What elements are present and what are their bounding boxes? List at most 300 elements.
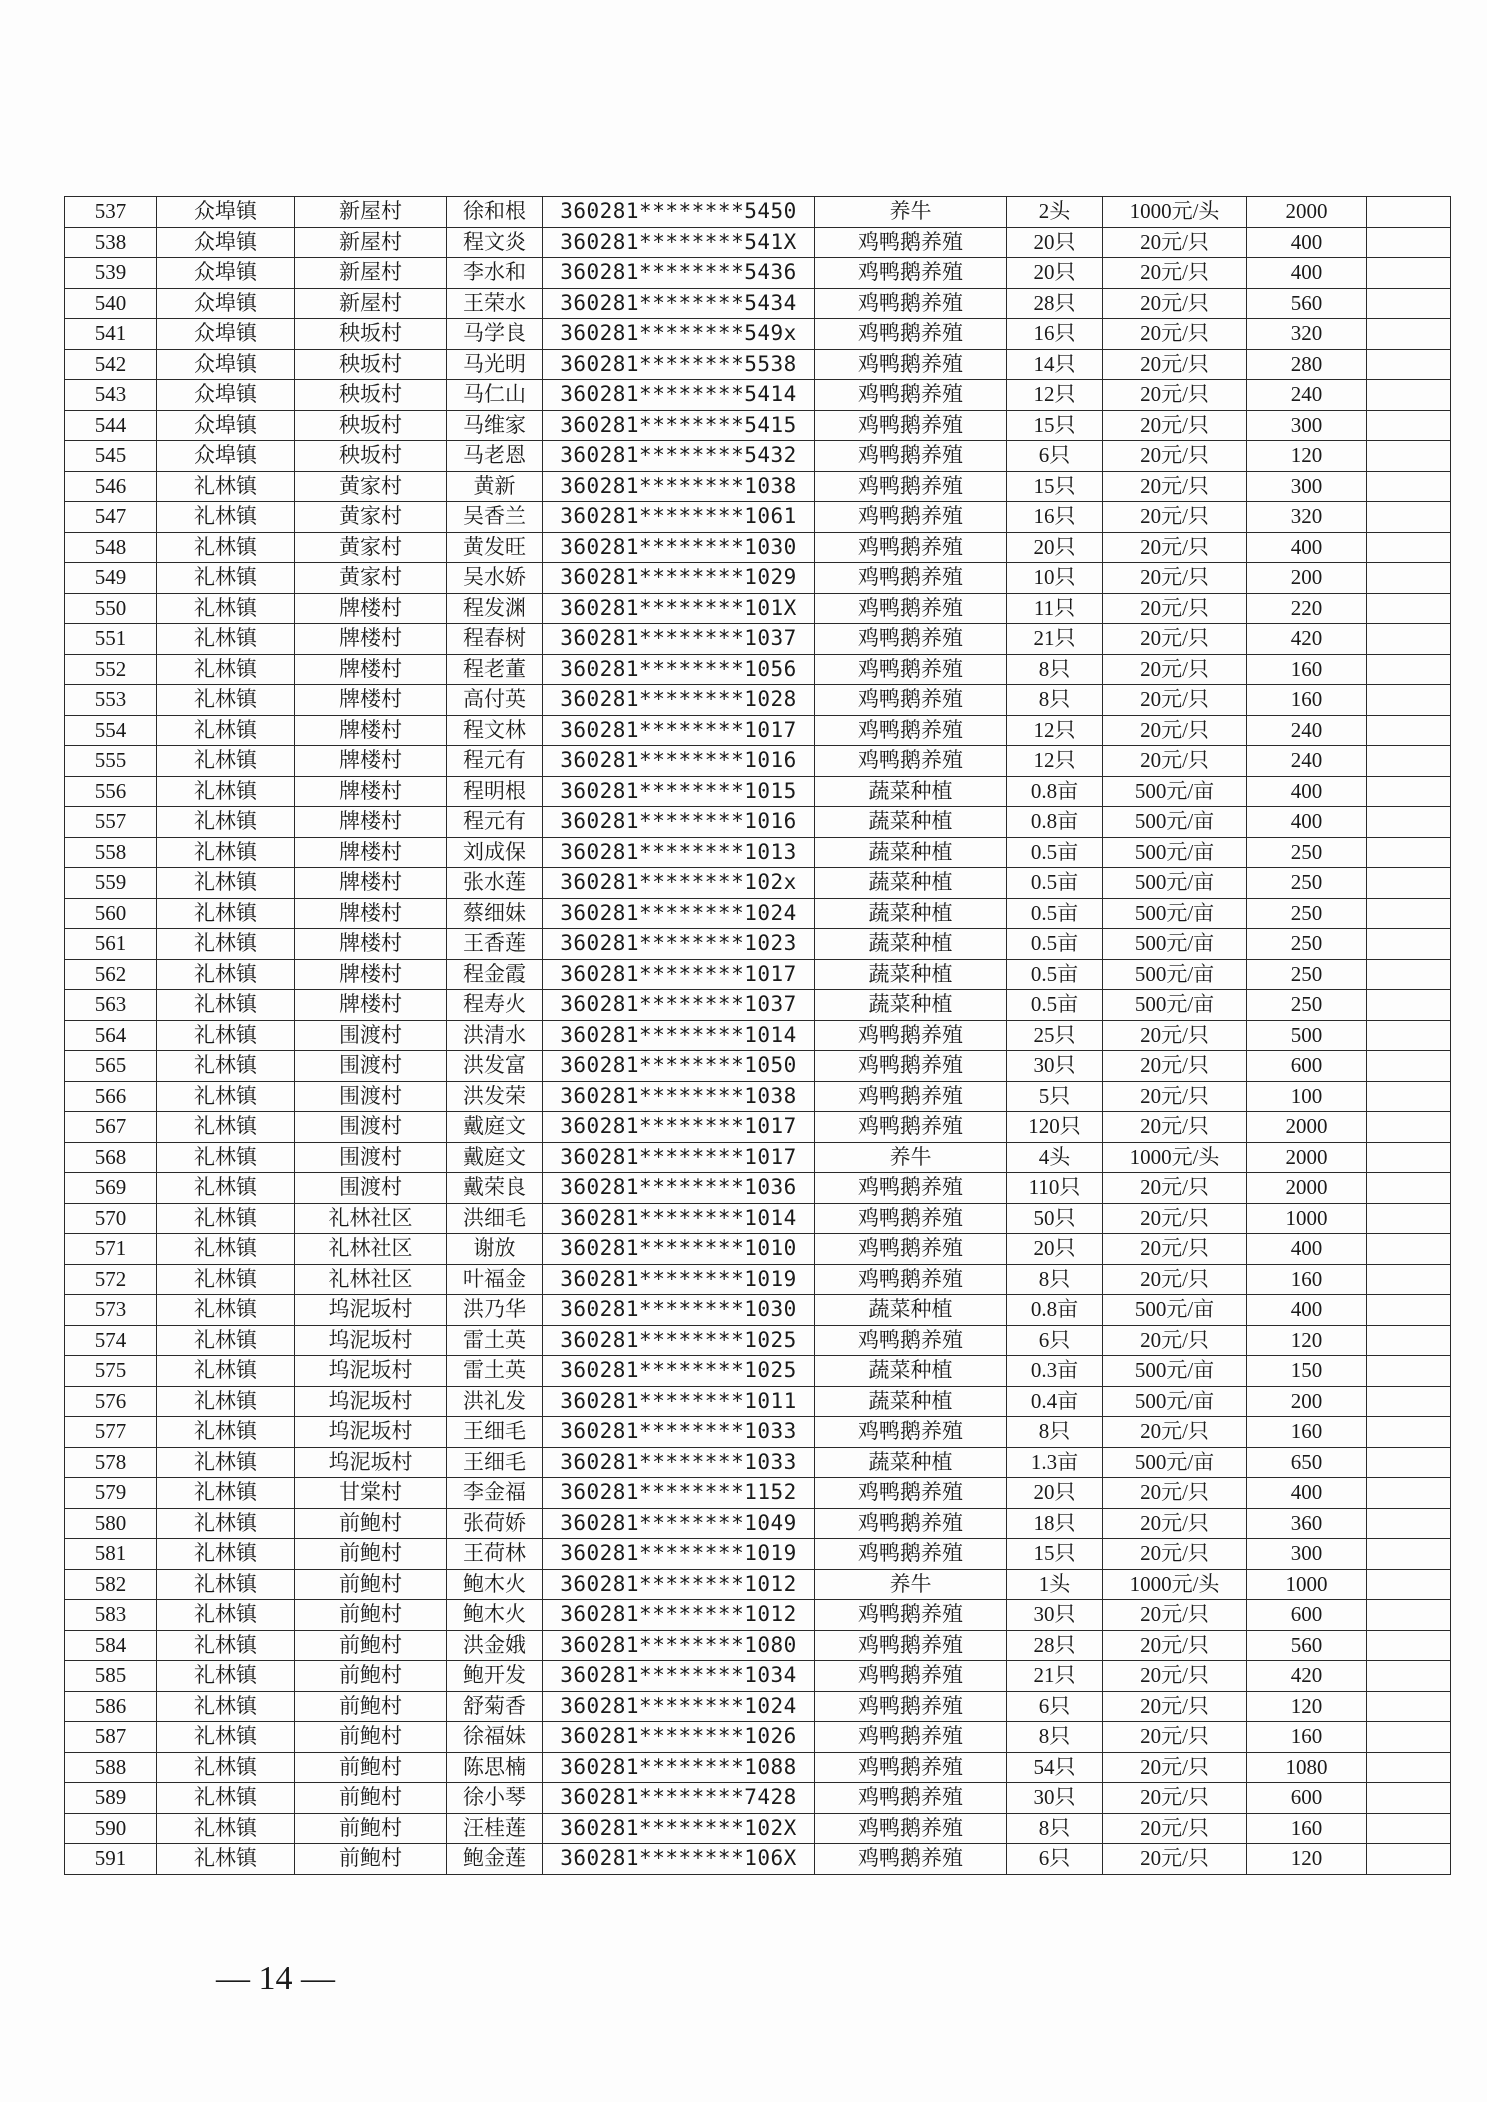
town-cell: 礼林镇 xyxy=(157,898,295,929)
village-cell: 牌楼村 xyxy=(295,746,447,777)
town-cell: 礼林镇 xyxy=(157,1478,295,1509)
id-number-cell: 360281********549x xyxy=(543,319,815,350)
table-row xyxy=(65,990,1451,1021)
remark-cell xyxy=(1367,746,1451,777)
village-cell: 秧坂村 xyxy=(295,441,447,472)
amount-cell: 300 xyxy=(1247,1539,1367,1570)
name-cell: 徐小琴 xyxy=(447,1783,543,1814)
table-row xyxy=(65,1600,1451,1631)
id-number-cell: 360281********1030 xyxy=(543,1295,815,1326)
amount-cell: 240 xyxy=(1247,715,1367,746)
quantity-cell: 30只 xyxy=(1007,1783,1103,1814)
quantity-cell: 20只 xyxy=(1007,227,1103,258)
remark-cell xyxy=(1367,1813,1451,1844)
amount-cell: 100 xyxy=(1247,1081,1367,1112)
id-number-cell: 360281********1024 xyxy=(543,1691,815,1722)
project-cell: 蔬菜种植 xyxy=(815,959,1007,990)
id-number-cell: 360281********5414 xyxy=(543,380,815,411)
project-cell: 鸡鸭鹅养殖 xyxy=(815,1264,1007,1295)
row-number: 561 xyxy=(65,929,157,960)
name-cell: 高付英 xyxy=(447,685,543,716)
table-row xyxy=(65,319,1451,350)
amount-cell: 400 xyxy=(1247,776,1367,807)
town-cell: 礼林镇 xyxy=(157,1600,295,1631)
town-cell: 礼林镇 xyxy=(157,532,295,563)
quantity-cell: 8只 xyxy=(1007,1264,1103,1295)
row-number: 585 xyxy=(65,1661,157,1692)
standard-cell: 20元/只 xyxy=(1103,1234,1247,1265)
remark-cell xyxy=(1367,1844,1451,1875)
id-number-cell: 360281********1050 xyxy=(543,1051,815,1082)
table-row xyxy=(65,1051,1451,1082)
quantity-cell: 0.5亩 xyxy=(1007,959,1103,990)
row-number: 575 xyxy=(65,1356,157,1387)
quantity-cell: 5只 xyxy=(1007,1081,1103,1112)
name-cell: 舒菊香 xyxy=(447,1691,543,1722)
table-row xyxy=(65,1264,1451,1295)
quantity-cell: 110只 xyxy=(1007,1173,1103,1204)
village-cell: 礼林社区 xyxy=(295,1264,447,1295)
project-cell: 鸡鸭鹅养殖 xyxy=(815,349,1007,380)
id-number-cell: 360281********1036 xyxy=(543,1173,815,1204)
quantity-cell: 18只 xyxy=(1007,1508,1103,1539)
row-number: 558 xyxy=(65,837,157,868)
id-number-cell: 360281********1017 xyxy=(543,1112,815,1143)
remark-cell xyxy=(1367,380,1451,411)
standard-cell: 20元/只 xyxy=(1103,685,1247,716)
standard-cell: 1000元/头 xyxy=(1103,197,1247,228)
village-cell: 前鲍村 xyxy=(295,1600,447,1631)
name-cell: 程文炎 xyxy=(447,227,543,258)
standard-cell: 20元/只 xyxy=(1103,563,1247,594)
table-row xyxy=(65,532,1451,563)
remark-cell xyxy=(1367,1264,1451,1295)
amount-cell: 240 xyxy=(1247,746,1367,777)
project-cell: 养牛 xyxy=(815,1142,1007,1173)
table-row xyxy=(65,898,1451,929)
name-cell: 洪发荣 xyxy=(447,1081,543,1112)
standard-cell: 20元/只 xyxy=(1103,1173,1247,1204)
amount-cell: 200 xyxy=(1247,1386,1367,1417)
amount-cell: 400 xyxy=(1247,807,1367,838)
table-row xyxy=(65,349,1451,380)
town-cell: 礼林镇 xyxy=(157,1722,295,1753)
project-cell: 鸡鸭鹅养殖 xyxy=(815,502,1007,533)
standard-cell: 20元/只 xyxy=(1103,410,1247,441)
name-cell: 刘成保 xyxy=(447,837,543,868)
town-cell: 众埠镇 xyxy=(157,197,295,228)
name-cell: 程明根 xyxy=(447,776,543,807)
standard-cell: 20元/只 xyxy=(1103,227,1247,258)
village-cell: 黄家村 xyxy=(295,502,447,533)
village-cell: 礼林社区 xyxy=(295,1203,447,1234)
amount-cell: 160 xyxy=(1247,654,1367,685)
amount-cell: 320 xyxy=(1247,502,1367,533)
town-cell: 礼林镇 xyxy=(157,776,295,807)
roster-body xyxy=(65,197,1451,1875)
quantity-cell: 8只 xyxy=(1007,1722,1103,1753)
remark-cell xyxy=(1367,1508,1451,1539)
quantity-cell: 11只 xyxy=(1007,593,1103,624)
project-cell: 蔬菜种植 xyxy=(815,1386,1007,1417)
id-number-cell: 360281********1016 xyxy=(543,746,815,777)
village-cell: 围渡村 xyxy=(295,1112,447,1143)
quantity-cell: 0.3亩 xyxy=(1007,1356,1103,1387)
name-cell: 程春树 xyxy=(447,624,543,655)
quantity-cell: 20只 xyxy=(1007,258,1103,289)
quantity-cell: 0.5亩 xyxy=(1007,868,1103,899)
town-cell: 礼林镇 xyxy=(157,1173,295,1204)
village-cell: 前鲍村 xyxy=(295,1844,447,1875)
row-number: 570 xyxy=(65,1203,157,1234)
id-number-cell: 360281********106X xyxy=(543,1844,815,1875)
row-number: 580 xyxy=(65,1508,157,1539)
town-cell: 礼林镇 xyxy=(157,1844,295,1875)
quantity-cell: 0.5亩 xyxy=(1007,990,1103,1021)
row-number: 553 xyxy=(65,685,157,716)
remark-cell xyxy=(1367,1539,1451,1570)
remark-cell xyxy=(1367,807,1451,838)
quantity-cell: 0.8亩 xyxy=(1007,1295,1103,1326)
id-number-cell: 360281********1061 xyxy=(543,502,815,533)
table-row xyxy=(65,1081,1451,1112)
name-cell: 王香莲 xyxy=(447,929,543,960)
amount-cell: 560 xyxy=(1247,288,1367,319)
quantity-cell: 20只 xyxy=(1007,532,1103,563)
quantity-cell: 6只 xyxy=(1007,441,1103,472)
remark-cell xyxy=(1367,1661,1451,1692)
standard-cell: 20元/只 xyxy=(1103,1539,1247,1570)
name-cell: 蔡细妹 xyxy=(447,898,543,929)
id-number-cell: 360281********1016 xyxy=(543,807,815,838)
village-cell: 牌楼村 xyxy=(295,990,447,1021)
id-number-cell: 360281********5538 xyxy=(543,349,815,380)
standard-cell: 20元/只 xyxy=(1103,502,1247,533)
standard-cell: 20元/只 xyxy=(1103,654,1247,685)
row-number: 567 xyxy=(65,1112,157,1143)
town-cell: 礼林镇 xyxy=(157,1752,295,1783)
table-row xyxy=(65,1478,1451,1509)
project-cell: 鸡鸭鹅养殖 xyxy=(815,746,1007,777)
id-number-cell: 360281********1025 xyxy=(543,1356,815,1387)
remark-cell xyxy=(1367,1325,1451,1356)
row-number: 559 xyxy=(65,868,157,899)
quantity-cell: 50只 xyxy=(1007,1203,1103,1234)
amount-cell: 600 xyxy=(1247,1783,1367,1814)
remark-cell xyxy=(1367,1142,1451,1173)
remark-cell xyxy=(1367,319,1451,350)
project-cell: 鸡鸭鹅养殖 xyxy=(815,288,1007,319)
village-cell: 牌楼村 xyxy=(295,624,447,655)
quantity-cell: 20只 xyxy=(1007,1478,1103,1509)
remark-cell xyxy=(1367,227,1451,258)
id-number-cell: 360281********1056 xyxy=(543,654,815,685)
name-cell: 吴水娇 xyxy=(447,563,543,594)
id-number-cell: 360281********1037 xyxy=(543,990,815,1021)
name-cell: 戴庭文 xyxy=(447,1142,543,1173)
row-number: 586 xyxy=(65,1691,157,1722)
table-row xyxy=(65,1508,1451,1539)
village-cell: 新屋村 xyxy=(295,258,447,289)
table-row xyxy=(65,410,1451,441)
village-cell: 坞泥坂村 xyxy=(295,1325,447,1356)
amount-cell: 250 xyxy=(1247,837,1367,868)
project-cell: 鸡鸭鹅养殖 xyxy=(815,471,1007,502)
village-cell: 前鲍村 xyxy=(295,1508,447,1539)
id-number-cell: 360281********1023 xyxy=(543,929,815,960)
name-cell: 马维家 xyxy=(447,410,543,441)
remark-cell xyxy=(1367,563,1451,594)
quantity-cell: 16只 xyxy=(1007,319,1103,350)
project-cell: 鸡鸭鹅养殖 xyxy=(815,532,1007,563)
remark-cell xyxy=(1367,197,1451,228)
amount-cell: 160 xyxy=(1247,1813,1367,1844)
name-cell: 程发渊 xyxy=(447,593,543,624)
project-cell: 鸡鸭鹅养殖 xyxy=(815,1600,1007,1631)
row-number: 549 xyxy=(65,563,157,594)
quantity-cell: 8只 xyxy=(1007,685,1103,716)
standard-cell: 500元/亩 xyxy=(1103,868,1247,899)
standard-cell: 500元/亩 xyxy=(1103,1447,1247,1478)
town-cell: 礼林镇 xyxy=(157,1295,295,1326)
id-number-cell: 360281********1015 xyxy=(543,776,815,807)
id-number-cell: 360281********5450 xyxy=(543,197,815,228)
id-number-cell: 360281********1010 xyxy=(543,1234,815,1265)
name-cell: 陈思楠 xyxy=(447,1752,543,1783)
village-cell: 牌楼村 xyxy=(295,929,447,960)
name-cell: 鲍木火 xyxy=(447,1569,543,1600)
town-cell: 众埠镇 xyxy=(157,227,295,258)
row-number: 548 xyxy=(65,532,157,563)
remark-cell xyxy=(1367,1051,1451,1082)
town-cell: 礼林镇 xyxy=(157,1081,295,1112)
remark-cell xyxy=(1367,288,1451,319)
amount-cell: 1000 xyxy=(1247,1203,1367,1234)
village-cell: 围渡村 xyxy=(295,1051,447,1082)
project-cell: 鸡鸭鹅养殖 xyxy=(815,319,1007,350)
table-row xyxy=(65,380,1451,411)
amount-cell: 120 xyxy=(1247,1325,1367,1356)
name-cell: 张水莲 xyxy=(447,868,543,899)
amount-cell: 300 xyxy=(1247,471,1367,502)
table-row xyxy=(65,868,1451,899)
name-cell: 戴庭文 xyxy=(447,1112,543,1143)
project-cell: 鸡鸭鹅养殖 xyxy=(815,380,1007,411)
village-cell: 前鲍村 xyxy=(295,1661,447,1692)
standard-cell: 500元/亩 xyxy=(1103,776,1247,807)
amount-cell: 150 xyxy=(1247,1356,1367,1387)
subsidy-roster-table xyxy=(64,196,1451,1875)
row-number: 568 xyxy=(65,1142,157,1173)
village-cell: 黄家村 xyxy=(295,532,447,563)
town-cell: 礼林镇 xyxy=(157,1569,295,1600)
village-cell: 牌楼村 xyxy=(295,715,447,746)
standard-cell: 20元/只 xyxy=(1103,1051,1247,1082)
row-number: 539 xyxy=(65,258,157,289)
village-cell: 前鲍村 xyxy=(295,1539,447,1570)
id-number-cell: 360281********1011 xyxy=(543,1386,815,1417)
table-row xyxy=(65,1325,1451,1356)
row-number: 543 xyxy=(65,380,157,411)
name-cell: 洪细毛 xyxy=(447,1203,543,1234)
row-number: 546 xyxy=(65,471,157,502)
standard-cell: 20元/只 xyxy=(1103,593,1247,624)
row-number: 555 xyxy=(65,746,157,777)
table-row xyxy=(65,1813,1451,1844)
town-cell: 众埠镇 xyxy=(157,380,295,411)
remark-cell xyxy=(1367,1295,1451,1326)
table-row xyxy=(65,1234,1451,1265)
name-cell: 戴荣良 xyxy=(447,1173,543,1204)
standard-cell: 500元/亩 xyxy=(1103,807,1247,838)
standard-cell: 500元/亩 xyxy=(1103,1295,1247,1326)
name-cell: 徐和根 xyxy=(447,197,543,228)
quantity-cell: 20只 xyxy=(1007,1234,1103,1265)
table-row xyxy=(65,593,1451,624)
table-row xyxy=(65,1020,1451,1051)
row-number: 581 xyxy=(65,1539,157,1570)
project-cell: 鸡鸭鹅养殖 xyxy=(815,410,1007,441)
quantity-cell: 10只 xyxy=(1007,563,1103,594)
name-cell: 雷土英 xyxy=(447,1325,543,1356)
remark-cell xyxy=(1367,1020,1451,1051)
amount-cell: 2000 xyxy=(1247,197,1367,228)
standard-cell: 20元/只 xyxy=(1103,1020,1247,1051)
id-number-cell: 360281********1037 xyxy=(543,624,815,655)
table-row xyxy=(65,441,1451,472)
village-cell: 新屋村 xyxy=(295,197,447,228)
project-cell: 鸡鸭鹅养殖 xyxy=(815,1112,1007,1143)
page-number: — 14 — xyxy=(216,1960,335,1997)
town-cell: 礼林镇 xyxy=(157,1234,295,1265)
town-cell: 礼林镇 xyxy=(157,1112,295,1143)
amount-cell: 250 xyxy=(1247,990,1367,1021)
town-cell: 礼林镇 xyxy=(157,990,295,1021)
table-row xyxy=(65,746,1451,777)
standard-cell: 20元/只 xyxy=(1103,1417,1247,1448)
table-row xyxy=(65,197,1451,228)
standard-cell: 20元/只 xyxy=(1103,1630,1247,1661)
remark-cell xyxy=(1367,1569,1451,1600)
table-row xyxy=(65,1844,1451,1875)
quantity-cell: 15只 xyxy=(1007,471,1103,502)
row-number: 562 xyxy=(65,959,157,990)
project-cell: 蔬菜种植 xyxy=(815,990,1007,1021)
standard-cell: 20元/只 xyxy=(1103,1112,1247,1143)
remark-cell xyxy=(1367,349,1451,380)
project-cell: 鸡鸭鹅养殖 xyxy=(815,1783,1007,1814)
table-row xyxy=(65,502,1451,533)
quantity-cell: 0.4亩 xyxy=(1007,1386,1103,1417)
project-cell: 鸡鸭鹅养殖 xyxy=(815,1661,1007,1692)
remark-cell xyxy=(1367,1417,1451,1448)
village-cell: 坞泥坂村 xyxy=(295,1356,447,1387)
town-cell: 礼林镇 xyxy=(157,1783,295,1814)
amount-cell: 250 xyxy=(1247,868,1367,899)
town-cell: 众埠镇 xyxy=(157,258,295,289)
project-cell: 蔬菜种植 xyxy=(815,1447,1007,1478)
quantity-cell: 0.5亩 xyxy=(1007,929,1103,960)
table-row xyxy=(65,563,1451,594)
remark-cell xyxy=(1367,837,1451,868)
standard-cell: 20元/只 xyxy=(1103,1508,1247,1539)
row-number: 565 xyxy=(65,1051,157,1082)
id-number-cell: 360281********102x xyxy=(543,868,815,899)
row-number: 583 xyxy=(65,1600,157,1631)
table-row xyxy=(65,715,1451,746)
table-row xyxy=(65,929,1451,960)
village-cell: 前鲍村 xyxy=(295,1783,447,1814)
town-cell: 礼林镇 xyxy=(157,1447,295,1478)
id-number-cell: 360281********1024 xyxy=(543,898,815,929)
project-cell: 蔬菜种植 xyxy=(815,1356,1007,1387)
project-cell: 养牛 xyxy=(815,1569,1007,1600)
name-cell: 马仁山 xyxy=(447,380,543,411)
village-cell: 牌楼村 xyxy=(295,685,447,716)
row-number: 589 xyxy=(65,1783,157,1814)
project-cell: 鸡鸭鹅养殖 xyxy=(815,227,1007,258)
name-cell: 洪清水 xyxy=(447,1020,543,1051)
row-number: 563 xyxy=(65,990,157,1021)
amount-cell: 400 xyxy=(1247,227,1367,258)
quantity-cell: 15只 xyxy=(1007,1539,1103,1570)
village-cell: 牌楼村 xyxy=(295,807,447,838)
table-row xyxy=(65,1752,1451,1783)
quantity-cell: 1.3亩 xyxy=(1007,1447,1103,1478)
town-cell: 礼林镇 xyxy=(157,1325,295,1356)
table-row xyxy=(65,837,1451,868)
quantity-cell: 30只 xyxy=(1007,1051,1103,1082)
project-cell: 鸡鸭鹅养殖 xyxy=(815,1508,1007,1539)
name-cell: 马学良 xyxy=(447,319,543,350)
project-cell: 鸡鸭鹅养殖 xyxy=(815,715,1007,746)
standard-cell: 500元/亩 xyxy=(1103,990,1247,1021)
village-cell: 甘棠村 xyxy=(295,1478,447,1509)
town-cell: 礼林镇 xyxy=(157,1264,295,1295)
town-cell: 礼林镇 xyxy=(157,1630,295,1661)
project-cell: 鸡鸭鹅养殖 xyxy=(815,1752,1007,1783)
name-cell: 程金霞 xyxy=(447,959,543,990)
name-cell: 鲍金莲 xyxy=(447,1844,543,1875)
amount-cell: 160 xyxy=(1247,1417,1367,1448)
project-cell: 鸡鸭鹅养殖 xyxy=(815,563,1007,594)
quantity-cell: 0.5亩 xyxy=(1007,898,1103,929)
row-number: 587 xyxy=(65,1722,157,1753)
village-cell: 牌楼村 xyxy=(295,776,447,807)
town-cell: 礼林镇 xyxy=(157,654,295,685)
standard-cell: 20元/只 xyxy=(1103,624,1247,655)
name-cell: 洪乃华 xyxy=(447,1295,543,1326)
name-cell: 鲍开发 xyxy=(447,1661,543,1692)
name-cell: 吴香兰 xyxy=(447,502,543,533)
id-number-cell: 360281********1019 xyxy=(543,1539,815,1570)
amount-cell: 320 xyxy=(1247,319,1367,350)
standard-cell: 500元/亩 xyxy=(1103,929,1247,960)
town-cell: 礼林镇 xyxy=(157,471,295,502)
row-number: 590 xyxy=(65,1813,157,1844)
town-cell: 礼林镇 xyxy=(157,1020,295,1051)
name-cell: 马老恩 xyxy=(447,441,543,472)
project-cell: 鸡鸭鹅养殖 xyxy=(815,1081,1007,1112)
town-cell: 礼林镇 xyxy=(157,1417,295,1448)
village-cell: 牌楼村 xyxy=(295,837,447,868)
project-cell: 鸡鸭鹅养殖 xyxy=(815,1325,1007,1356)
village-cell: 围渡村 xyxy=(295,1020,447,1051)
table-row xyxy=(65,1295,1451,1326)
amount-cell: 420 xyxy=(1247,624,1367,655)
standard-cell: 500元/亩 xyxy=(1103,898,1247,929)
amount-cell: 400 xyxy=(1247,1295,1367,1326)
